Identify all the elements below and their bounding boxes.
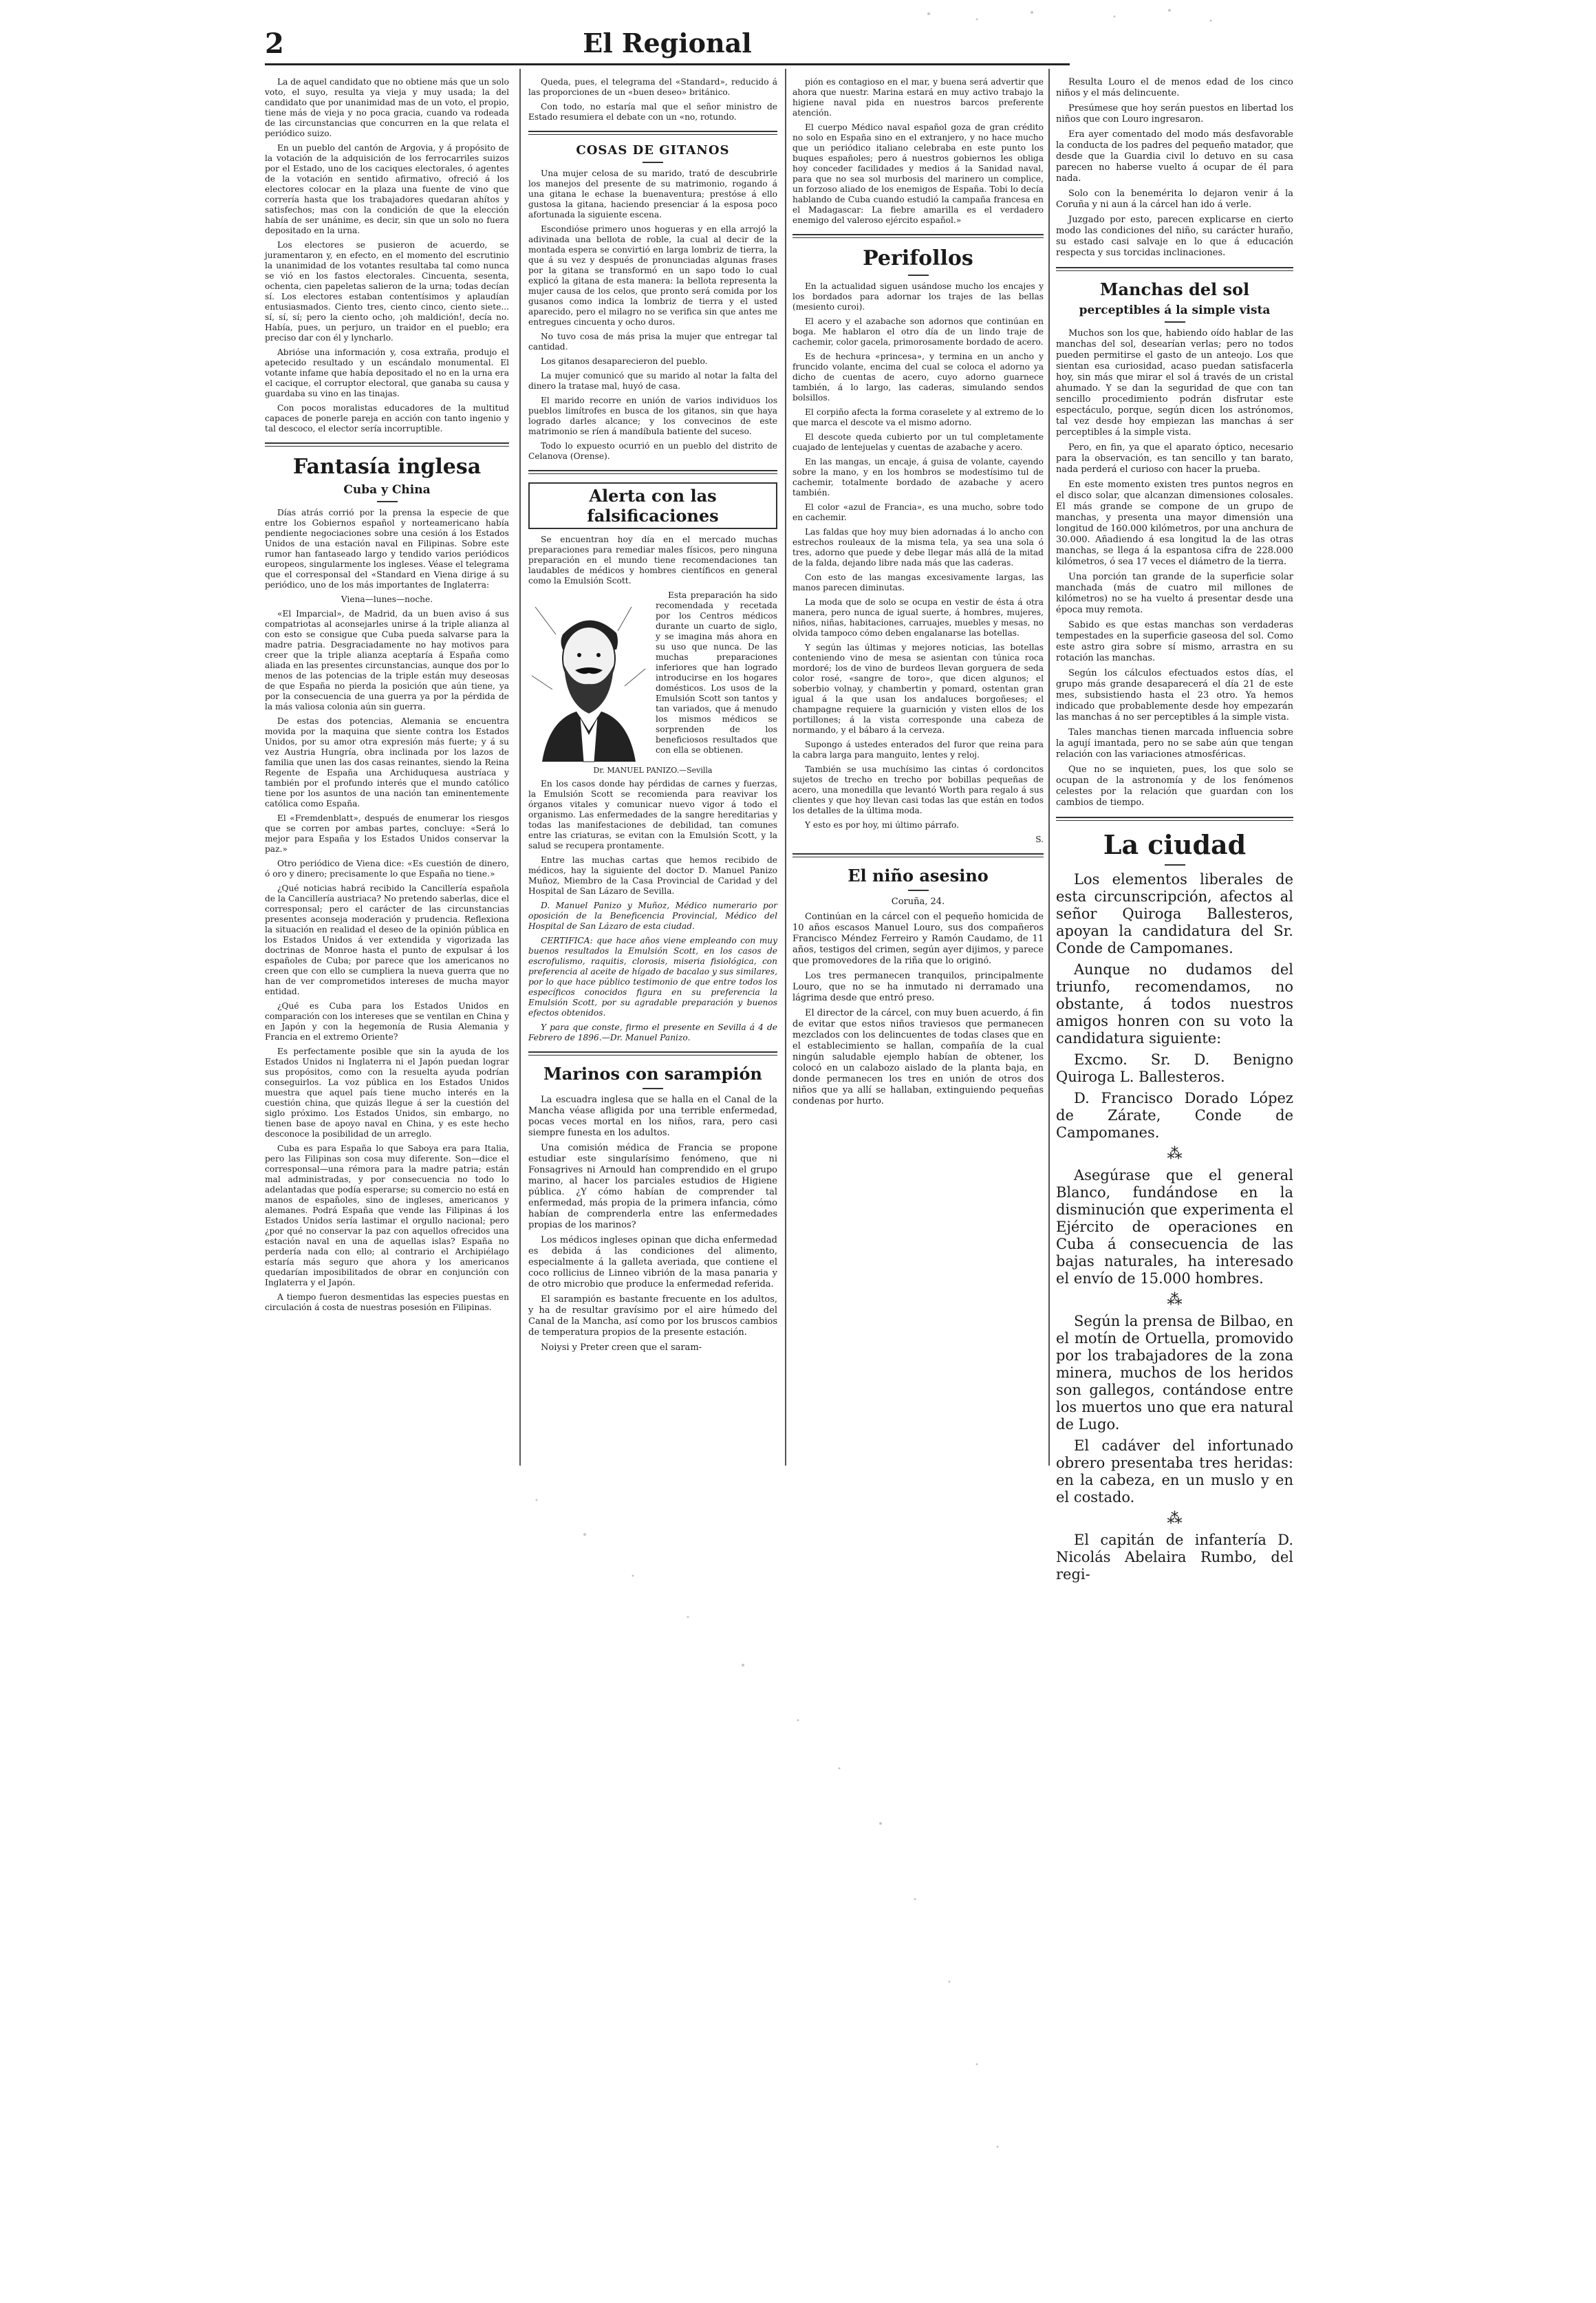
headline-nino-asesino: El niño asesino bbox=[848, 866, 989, 886]
article-paragraph: Muchos son los que, habiendo oído hablar de las manchas del sol, desearían verlas; pero no todos pueden permitirse el gasto de un anteojo. Los que sientan esa curiosidad, acaso puedan satisfacerla hoy, sin más que mirar el sol á través de un cristal ahumado. Y se dan la seguridad de que con tan sencillo procedimiento podrán disfrutar este espectáculo, porque, según dicen los astrónomos, tal vez desde hoy empiezan las manchas á ser perceptibles á la simple vista. bbox=[1056, 328, 1293, 438]
article-paragraph: Una comisión médica de Francia se propone estudiar este singularísimo fenómeno, que ni Fonsagrives ni Arnould han comprendido en el grupo marino, al hacer los parciales estudios de Higiene pública. ¿Y cómo habían de comprender tal enfermedad, más propia de la primera infancia, cómo habían de comprenderla entre las enfermedades propias de los marinos? bbox=[528, 1143, 777, 1230]
headline-manchas-del-sol: Manchas del sol bbox=[1099, 279, 1250, 299]
article-paragraph: Supongo á ustedes enterados del furor que reina para la cabra larga para manguito, lentes y reloj. bbox=[792, 740, 1044, 760]
article-paragraph: El sarampión es bastante frecuente en los adultos, y ha de resultar gravísimo por el aire húmedo del Canal de la Mancha, así como por los bruscos cambios de temperatura propios de la presente estación. bbox=[528, 1294, 777, 1338]
subheadline-manchas: perceptibles á la simple vista bbox=[1079, 303, 1271, 317]
candidate-entry: Excmo. Sr. D. Benigno Quiroga L. Ballesteros. bbox=[1056, 1051, 1293, 1085]
article-paragraph: A tiempo fueron desmentidas las especies puestas en circulación á costa de nuestras posesión en Filipinas. bbox=[265, 1292, 509, 1312]
article-paragraph: El acero y el azabache son adornos que continúan en boga. Me hablaron el otro día de un lindo traje de cachemir, color gacela, primorosamente bordado de acero. bbox=[792, 317, 1044, 347]
ad-paragraph: Se encuentran hoy día en el mercado muchas preparaciones para remediar males físicos, pero ninguna preparación en el mundo tiene recomendaciones tan laudables de médicos y hombres científicos en general como la Emulsión Scott. bbox=[528, 535, 777, 586]
article-paragraph: Pero, en fin, ya que el aparato óptico, necesario para la observación, es tan sencillo y tan barato, nada perderá el curioso con hacer la prueba. bbox=[1056, 442, 1293, 475]
article-paragraph: Aunque no dudamos del triunfo, recomendamos, no obstante, á todos nuestros amigos honren con su voto la candidatura siguiente: bbox=[1056, 961, 1293, 1047]
dateline: Coruña, 24. bbox=[891, 897, 945, 907]
article-paragraph: Y según las últimas y mejores noticias, las botellas conteniendo vino de mesa se asientan con túnica roca mordoré; los de vino de burdeos llevan gorguera de seda color rosé, «sangre de toro», que dicen algunos; el soberbio volnay, y chambertin y pomard, ostentan gran igual á la que usan los andaluces borgoñeses; el champagne requiere la guarnición y visten ellos de los portillones; á la vista corresponde una cabeza de normando, y el bábaro á la cerveza. bbox=[792, 643, 1044, 735]
article-paragraph: El color «azul de Francia», es una mucho, sobre todo en cachemir. bbox=[792, 502, 1044, 522]
headline-marinos-sarampion: Marinos con sarampión bbox=[543, 1064, 762, 1084]
asterism-divider: ⁂ bbox=[1167, 1292, 1183, 1309]
article-paragraph: Es perfectamente posible que sin la ayuda de los Estados Unidos ni Inglaterra ni el Japón puedan lograr sus propósitos, como con la resuelta ayuda podrían conseguirlos. La voz pública en los Estados Unidos muestra que aquel país tiene mucho interés en la cuestión china, que quizás llegue á ser la cuestión del siglo próximo. Los Estados Unidos, sin embargo, no tienen base de apoyo naval en China, y es este hecho desconoce la posibilidad de un arreglo. bbox=[265, 1047, 509, 1139]
article-paragraph: Días atrás corrió por la prensa la especie de que entre los Gobiernos español y norteamericano había pendiente negociaciones sobre una cesión á los Estados Unidos de una estación naval en Filipinas. Sobre este rumor han fantaseado largo y tendido varios periódicos europeos, singularmente los ingleses. Véase el telegrama que el corresponsal del «Standard en Viena dirige á su periódico, uno de los más importantes de Inglaterra: bbox=[265, 508, 509, 590]
article-paragraph: Todo lo expuesto ocurrió en un pueblo del distrito de Celanova (Orense). bbox=[528, 441, 777, 461]
article-paragraph: ¿Qué noticias habrá recibido la Cancillería española de la Cancillería austriaca? No pretendo saberlas, dice el corresponsal; pero el carácter de las circunstancias presentes aconseja moderación y prudencia. Reflexiona la situación en realidad el deseo de la opinión pública en los Estados Unidos á ver extendida y vigorizada las doctrinas de Monroe hasta el punto de expulsar á los españoles de Cuba; por parece que los americanos no creen que con ello se cumpliera la nueva guerra que no han de ver comprometidos intereses de mucha mayor entidad. bbox=[265, 883, 509, 996]
article-paragraph: Era ayer comentado del modo más desfavorable la conducta de los padres del pequeño matador, que desde que la Guardia civil lo detuvo en su casa parecen no haberse vuelto á ocupar de él para nada. bbox=[1056, 129, 1293, 184]
article-paragraph: El descote queda cubierto por un tul completamente cuajado de lentejuelas y cuentas de azabache y acero. bbox=[792, 432, 1044, 452]
asterism-divider: ⁂ bbox=[1167, 1510, 1183, 1528]
article-paragraph: Y esto es por hoy, mi último párrafo. bbox=[805, 820, 960, 830]
article-paragraph: La mujer comunicó que su marido al notar la falta del dinero la tratase mal, huyó de casa. bbox=[528, 371, 777, 391]
ad-paragraph: Entre las muchas cartas que hemos recibido de médicos, hay la siguiente del doctor D. Manuel Panizo Muñoz, Miembro de la Casa Provincial de Caridad y del Hospital de San Lázaro de Sevilla. bbox=[528, 855, 777, 896]
article-paragraph: Continúan en la cárcel con el pequeño homicida de 10 años escasos Manuel Louro, sus dos compañeros Francisco Méndez Ferreiro y Ramón Caudamo, de 11 años, testigos del crimen, según ayer dijimos, y parece que promovedores de la riña que lo originó. bbox=[792, 912, 1044, 966]
article-paragraph: En la actualidad siguen usándose mucho los encajes y los bordados para adornar los trajes de las bellas (mesiento curoi). bbox=[792, 281, 1044, 312]
article-paragraph: Cuba es para España lo que Saboya era para Italia, pero las Filipinas son cosa muy diferente. Son—dice el corresponsal—una rémora para la madre patria; están mal administradas, y por consecuencia no todo lo adelantadas que podía esperarse; su comercio no está en manos de españoles, sino de ingleses, americanos y alemanes. Podrá España que vende las Filipinas á los Estados Unidos sería lastimar el orgullo nacional; pero ¿por qué no conservar la paz con aquellos ofrecidos una estación naval en una de aquellas islas? España no perdería nada con ello; al contrario el Archipiélago estaría más seguro que ahora y los americanos quedarían imposibilitados de obrar en conjunción con Inglaterra y el Japón. bbox=[265, 1144, 509, 1287]
ad-paragraph: CERTIFICA: que hace años viene empleando con muy buenos resultados la Emulsión Scott, en los casos de escrofulismo, raquitis, clorosis, miseria fisiológica, con preferencia al aceite de hígado de bacalao y sus similares, por lo que hace público testimonio de que entre todos los específicos conocidos figura en su preferencia la Emulsión Scott, por su agradable preparación y buenos efectos obtenidos. bbox=[528, 936, 777, 1018]
article-paragraph: Las faldas que hoy muy bien adornadas á lo ancho con estrechos rouleaux de la misma tela, ya sea una sola ó tres, adorno que puede y debe llegar más allá de la mitad de la falda, dejando libre nada más que las caderas. bbox=[792, 527, 1044, 568]
article-paragraph: Según los cálculos efectuados estos días, el grupo más grande desaparecerá el día 21 de este mes, subsistiendo hasta el 23 otro. Ya hemos indicado que probablemente desde hoy empezarán las manchas á no ser perceptibles á la simple vista. bbox=[1056, 668, 1293, 722]
newspaper-title: El Regional bbox=[583, 28, 752, 58]
article-paragraph: Con todo, no estaría mal que el señor ministro de Estado resumiera el debate con un «no, rotundo. bbox=[528, 102, 777, 122]
article-paragraph: También se usa muchísimo las cintas ó cordoncitos sujetos de trecho en trecho por bobillas pequeñas de acero, una monedilla que levantó Worth para regalo á sus clientes y que hoy llevan casi todas las que están en todos los detalles de la última moda. bbox=[792, 764, 1044, 815]
article-paragraph: Escondióse primero unos hogueras y en ella arrojó la adivinada una bellota de roble, la cual al decir de la montada espera se convirtió en larga lombriz de tierra, la que á su vez y después de pronunciadas algunas frases por la gitana se transformó en un sapo todo lo cual explicó la gitana de esta manera: la bellota representa la mujer causa de los celos, que pronto será comida por los gusanos como indica la lombriz de tierra y el usted aparecido, pero el milagro no se verifica sin que antes me entregues cincuenta y ocho duros. bbox=[528, 224, 777, 327]
article-paragraph: Una mujer celosa de su marido, trató de descubrirle los manejos del presente de su matrimonio, rogando á una gitana le echase la buenaventura; prestóse á ello gustosa la gitana, haciendo presenciar á la esposa poco afortunada la siguiente escena. bbox=[528, 169, 777, 219]
article-paragraph: Presúmese que hoy serán puestos en libertad los niños que con Louro ingresaron. bbox=[1056, 103, 1293, 125]
subheadline-cuba-china: Cuba y China bbox=[343, 483, 431, 497]
article-paragraph: «El Imparcial», de Madrid, da un buen aviso á sus compatriotas al aconsejarles unirse á la triple alianza al con esto se consigue que Cuba pueda salvarse para la madre patria. Desgraciadamente no hay motivos para creer que la triple alianza aceptaría á España como aliada en las presentes circunstancias, aunque dos por lo menos de las potencias de la triple están muy deseosas de que España no pierda la posición que aún tiene, ya por la consecuencia de una guerra ya por la pérdida de la más valiosa colonia aún sin guerra. bbox=[265, 609, 509, 711]
article-paragraph: Con pocos moralistas educadores de la multitud capaces de ponerle pareja en acción con tanto ingenio y tal descoco, el elector sería incorruptible. bbox=[265, 403, 509, 433]
article-paragraph: Tales manchas tienen marcada influencia sobre la agují imantada, pero no se sabe aún que tengan relación con las variaciones atmosféricas. bbox=[1056, 727, 1293, 760]
article-paragraph: Abrióse una información y, cosa extraña, produjo el apetecido resultado y un escándalo monumental. El votante infame que había depositado el no en la urna era el cacique, el corruptor electoral, que ganaba su causa y guardaba su vino en las tinajas. bbox=[265, 347, 509, 398]
headline-perifollos: Perifollos bbox=[863, 246, 973, 270]
dateline: Viena—lunes—noche. bbox=[341, 595, 433, 604]
article-paragraph: Que no se inquieten, pues, los que solo se ocupan de la astronomía y de los fenómenos celestes por la relación que guardan con los cambios de tiempo. bbox=[1056, 764, 1293, 808]
headline-alerta-falsificaciones: Alerta con las falsificaciones bbox=[528, 482, 777, 529]
article-paragraph: Noiysi y Preter creen que el saram- bbox=[541, 1342, 702, 1353]
article-paragraph: La moda que de solo se ocupa en vestir de ésta á otra manera, pero nunca de igual suerte, á hombres, mujeres, niños, niñas, habitaciones, carruajes, muebles y mesas, no olvida tampoco cómo deben engalanarse las botellas. bbox=[792, 597, 1044, 638]
article-paragraph: Juzgado por esto, parecen explicarse en cierto modo las condiciones del niño, su carácter huraño, su estado casi salvaje en lo que á educación respecta y sus torcidas inclinaciones. bbox=[1056, 215, 1293, 258]
article-paragraph: Resulta Louro el de menos edad de los cinco niños y el más delincuente. bbox=[1056, 77, 1293, 98]
article-paragraph: La de aquel candidato que no obtiene más que un solo voto, el suyo, resulta ya vieja y muy usada; la del candidato que por unanimidad mas de un voto, el propio, tiene más de vieja y no poca gracia, cuando va rodeada de las circunstancias que concurren en la que relata el periódico suizo. bbox=[265, 77, 509, 138]
article-paragraph: Sabido es que estas manchas son verdaderas tempestades en la superficie gaseosa del sol. Como este astro gira sobre sí mismo, arrastra en su rotación las manchas. bbox=[1056, 620, 1293, 663]
article-paragraph: Asegúrase que el general Blanco, fundándose en la disminución que experimenta el Ejército de operaciones en Cuba á consecuencia de las bajas naturales, ha interesado el envío de 15.000 hombres. bbox=[1056, 1167, 1293, 1287]
article-paragraph: Los gitanos desaparecieron del pueblo. bbox=[541, 356, 708, 366]
headline-la-ciudad: La ciudad bbox=[1103, 829, 1247, 860]
page-number: 2 bbox=[265, 28, 284, 60]
article-paragraph: Otro periódico de Viena dice: «Es cuestión de dinero, ó oro y dinero; precisamente lo que España no tiene.» bbox=[265, 859, 509, 879]
article-paragraph: En un pueblo del cantón de Argovia, y á propósito de la votación de la adquisición de los ferrocarriles suizos por el Estado, uno de los caciques electorales, ó agentes de la votación en sentido afirmativo, ofreció á los electores colocar en la plaza una fuente de vino que correría hasta que los trabajadores quedaran ahítos y satisfechos; mas con la condición de que la elección había de ser unánime, es decir, sin que un solo no fuera depositado en la urna. bbox=[265, 143, 509, 235]
article-paragraph: El «Fremdenblatt», después de enumerar los riesgos que se corren por ambas partes, concluye: «Será lo mejor para España y los Estados Unidos conservar la paz.» bbox=[265, 813, 509, 854]
article-paragraph: Según la prensa de Bilbao, en el motín de Ortuella, promovido por los trabajadores de la zona minera, muchos de los heridos son gallegos, contándose entre los muertos uno que era natural de Lugo. bbox=[1056, 1313, 1293, 1433]
article-paragraph: La escuadra inglesa que se halla en el Canal de la Mancha véase afligida por una terrible enfermedad, pocas veces mortal en los niños, rara, pero casi siempre funesta en los adultos. bbox=[528, 1095, 777, 1138]
article-paragraph: pión es contagioso en el mar, y buena será advertir que ahora que nuestr. Marina estará en muy activo trabajo la higiene naval pida en nuestros barcos preferente atención. bbox=[792, 77, 1044, 118]
article-paragraph: El cuerpo Médico naval español goza de gran crédito no solo en España sino en el extranjero, y no hace mucho que un periódico italiano celebraba en este punto los buques españoles; pero á nuestros gobiernos les obliga hoy conceder facilidades y medios á la Sanidad naval, para que no sea sol murbosis del marinero un complice, un forzoso aliado de los enemigos de España. Tobi lo decía hablando de Cuba cuando estudió la campaña francesa en el Madagascar: La fiebre amarilla es el verdadero enemigo del valeroso ejército español.» bbox=[792, 122, 1044, 225]
article-paragraph: Los médicos ingleses opinan que dicha enfermedad es debida á las condiciones del alimento, especialmente á la galleta averiada, que contiene el coco rollicius de Linneo vibrión de la masa panaria y de otro microbio que produce la enfermedad referida. bbox=[528, 1235, 777, 1289]
asterism-divider: ⁂ bbox=[1167, 1146, 1183, 1163]
article-paragraph: Los tres permanecen tranquilos, principalmente Louro, que no se ha inmutado ni derramado una lágrima desde que entró preso. bbox=[792, 971, 1044, 1003]
article-paragraph: Solo con la benemérita lo dejaron venir á la Coruña y ni aun á la cárcel han ido á verle. bbox=[1056, 189, 1293, 210]
article-paragraph: El cadáver del infortunado obrero presentaba tres heridas: en la cabeza, en un muslo y en el costado. bbox=[1056, 1437, 1293, 1506]
article-paragraph: El director de la cárcel, con muy buen acuerdo, á fin de evitar que estos niños traviesos que permanecen mezclados con los delincuentes de todas clases que en el establecimiento se hallan, compañía de la cual ningún saludable ejemplo habían de obtener, los colocó en un calabozo aislado de la planta baja, en donde permanecen los tres en unión de otros dos niños que ya allí se hallaban, extinguiendo pequeñas condenas por hurto. bbox=[792, 1008, 1044, 1106]
article-paragraph: Una porción tan grande de la superficie solar manchada (más de cuatro mil millones de kilómetros) no se ha vuelto á presentar desde una época muy remota. bbox=[1056, 572, 1293, 615]
article-paragraph: Es de hechura «princesa», y termina en un ancho y fruncido volante, encima del cual se coloca el adorno ya dicho de cuentas de acero, cuyo adorno guarnece también, á lo largo, las caderas, simulando sendos bolsillos. bbox=[792, 352, 1044, 403]
headline-cosas-de-gitanos: COSAS DE GITANOS bbox=[576, 143, 730, 158]
article-paragraph: De estas dos potencias, Alemania se encuentra movida por la maquina que siente contra los Estados Unidos, por su amor otra expresión más fuerte; y á su vez Austria Hungría, obra inclinada por los lazos de familia que unen las dos casas reinantes, siendo la Reina Regente de España una Archiduquesa austríaca y también por el profundo interés que el mundo católico tiene por los asuntos de una nación tan eminentemente católica como España. bbox=[265, 716, 509, 808]
article-paragraph: Los electores se pusieron de acuerdo, se juramentaron y, en efecto, en el momento del escrutinio la unanimidad de los votantes resultaba tal como nunca se vió en los fastos electorales. Cincuenta, sesenta, ochenta, cien papeletas salieron de la urna; todas decían sí. Los electores estaban contentísimos y aplaudían entusiasmados. Ciento tres, ciento cinco, ciento siete... sí, sí, sí; pero la ciento ocho, ¡oh maldición!, decía no. Había, pues, un perjuro, un traidor en el pueblo; era preciso dar con él y lyncharlo. bbox=[265, 240, 509, 343]
article-paragraph: ¿Qué es Cuba para los Estados Unidos en comparación con los intereses que se ventilan en China y en Japón y con la hegemonía de Rusia Alemania y Francia en el extremo Oriente? bbox=[265, 1001, 509, 1042]
ad-paragraph: En los casos donde hay pérdidas de carnes y fuerzas, la Emulsión Scott se recomienda para reavivar los órganos vitales y comunicar nuevo vigor á todo el organismo. Las enfermedades de la sangre hereditarias y todas las manifestaciones de debilidad, tan comunes entre las criaturas, se evitan con la Emulsión Scott, y la salud se recupera prontamente. bbox=[528, 779, 777, 850]
article-paragraph: El capitán de infantería D. Nicolás Abelaira Rumbo, del regi- bbox=[1056, 1532, 1293, 1583]
candidate-entry: D. Francisco Dorado López de Zárate, Conde de Campomanes. bbox=[1056, 1090, 1293, 1141]
article-paragraph: Con esto de las mangas excesivamente largas, las manos parecen diminutas. bbox=[792, 572, 1044, 592]
article-paragraph: Queda, pues, el telegrama del «Standard», reducido á las proporciones de un «buen deseo» británico. bbox=[528, 77, 777, 97]
article-paragraph: En este momento existen tres puntos negros en el disco solar, que alcanzan dimensiones colosales. El más grande se compone de un grupo de manchas, y presenta una mayor dimensión una longitud de 160.000 kilómetros, por una anchura de 30.000. Añadiendo á esa longitud la de las otras manchas, se llega á la espantosa cifra de 228.000 kilómetros, ó sea 17 veces el diámetro de la tierra. bbox=[1056, 480, 1293, 567]
article-paragraph: El marido recorre en unión de varios individuos los pueblos limítrofes en busca de los gitanos, sin que haya logrado darles alcance; y los convecinos de este matrimonio se ríen á mandíbula batiente del suceso. bbox=[528, 396, 777, 436]
article-paragraph: Los elementos liberales de esta circunscripción, afectos al señor Quiroga Ballesteros, apoyan la candidatura del Sr. Conde de Campomanes. bbox=[1056, 871, 1293, 956]
headline-fantasia-inglesa: Fantasía inglesa bbox=[292, 455, 482, 479]
ad-paragraph: Esta preparación ha sido recomendada y recetada por los Centros médicos durante un cuarto de siglo, y se imagina más ahora en su uso que nunca. De las muchas preparaciones inferiores que han logrado introducirse en los hogares domésticos. Los usos de la Emulsión Scott son tantos y tan variados, que á menudo los mismos médicos se sorprenden de los beneficiosos resultados que con ella se obtienen. bbox=[656, 590, 777, 755]
ad-paragraph: Y para que conste, firmo el presente en Sevilla á 4 de Febrero de 1896.—Dr. Manuel Panizo. bbox=[528, 1022, 777, 1042]
article-paragraph: No tuvo cosa de más prisa la mujer que entregar tal cantidad. bbox=[528, 332, 777, 352]
portrait-caption: Dr. MANUEL PANIZO.—Sevilla bbox=[593, 766, 713, 775]
signature: S. bbox=[1035, 835, 1044, 844]
article-paragraph: En las mangas, un encaje, á guisa de volante, cayendo sobre la mano, y en los hombros se modestísimo tul de cachemir, totalmente bordado de azabache y acero también. bbox=[792, 457, 1044, 497]
article-paragraph: El corpiño afecta la forma coraselete y al extremo de lo que marca el descote va el mismo adorno. bbox=[792, 407, 1044, 427]
ad-paragraph: D. Manuel Panizo y Muñoz, Médico numerario por oposición de la Beneficencia Provincial, Médico del Hospital de San Lázaro de esta ciudad. bbox=[528, 901, 777, 931]
